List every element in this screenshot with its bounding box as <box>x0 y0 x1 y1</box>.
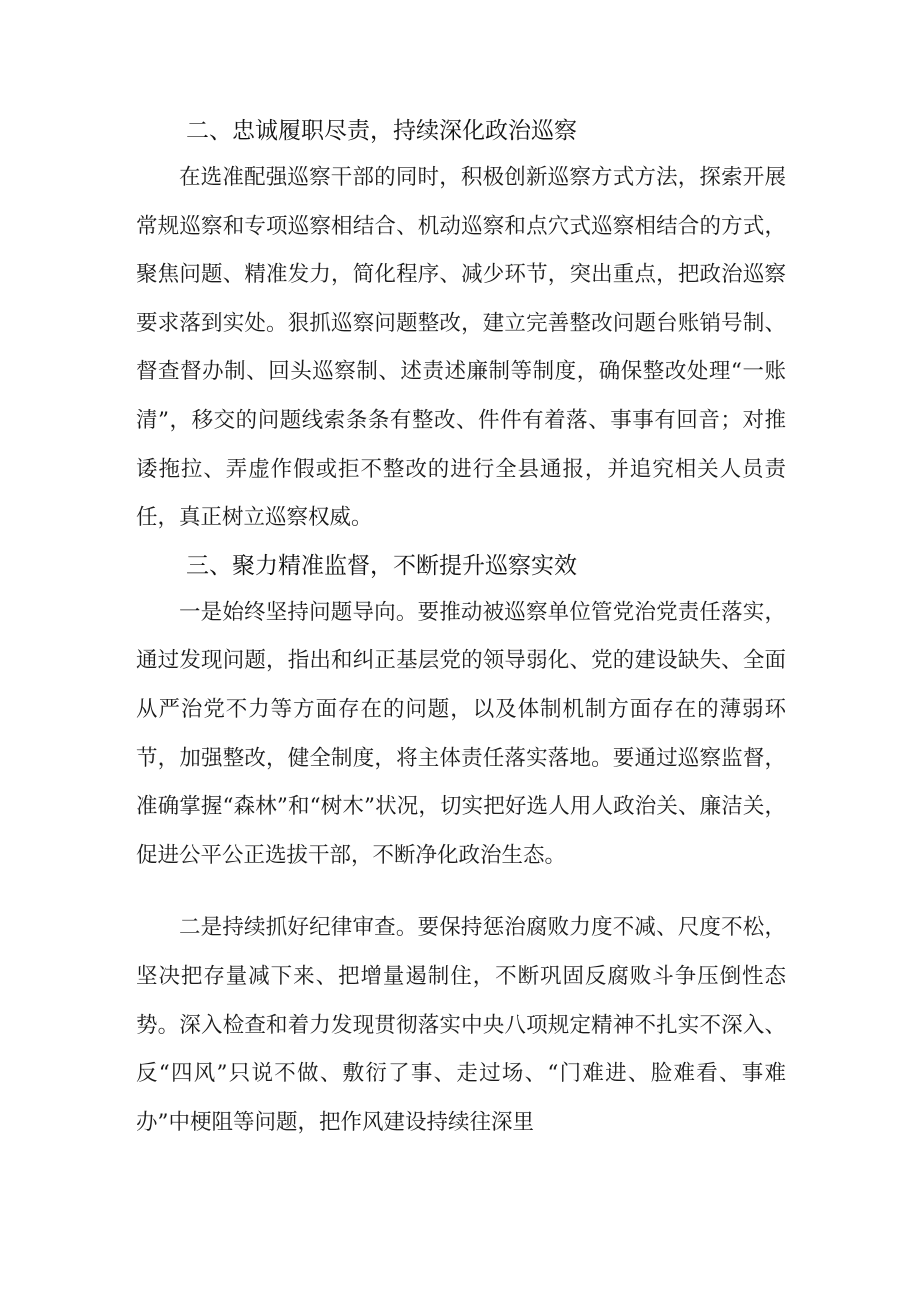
section-2-paragraph-1: 在选准配强巡察干部的同时，积极创新巡察方式方法，探索开展常规巡察和专项巡察相结合、机动巡察和点穴式巡察相结合的方式，聚焦问题、精准发力，简化程序、减少环节，突出重点，把政治巡察要求落到实处。狠抓巡察问题整改，建立完善整改问题台账销号制、督查督办制、回头巡察制、述责述廉制等制度，确保整改处理“一账清”，移交的问题线索条条有整改、件件有着落、事事有回音；对推诿拖拉、弄虚作假或拒不整改的进行全县通报，并追究相关人员责任，真正树立巡察权威。 <box>136 165 786 531</box>
paragraph-spacer <box>136 880 786 904</box>
section-heading-2: 二、忠诚履职尽责，持续深化政治巡察 <box>186 118 577 144</box>
section-3-paragraph-1: 一是始终坚持问题导向。要推动被巡察单位管党治党责任落实，通过发现问题，指出和纠正基层党的领导弱化、党的建设缺失、全面从严治党不力等方面存在的问题，以及体制机制方面存在的薄弱环节，加强整改，健全制度，将主体责任落实落地。要通过巡察监督，准确掌握“森林”和“树木”状况，切实把好选人用人政治关、廉洁关，促进公平公正选拔干部，不断净化政治生态。 <box>136 599 786 868</box>
section-3-paragraph-2: 二是持续抓好纪律审查。要保持惩治腐败力度不减、尺度不松，坚决把存量减下来、把增量遏制住，不断巩固反腐败斗争压倒性态势。深入检查和着力发现贯彻落实中央八项规定精神不扎实不深入、反“四风”只说不做、敷衍了事、走过场、“门难进、脸难看、事难办”中梗阻等问题，把作风建设持续往深里 <box>136 915 786 1135</box>
document-body <box>136 108 786 1147</box>
section-heading-3: 三、聚力精准监督，不断提升巡察实效 <box>186 552 577 579</box>
